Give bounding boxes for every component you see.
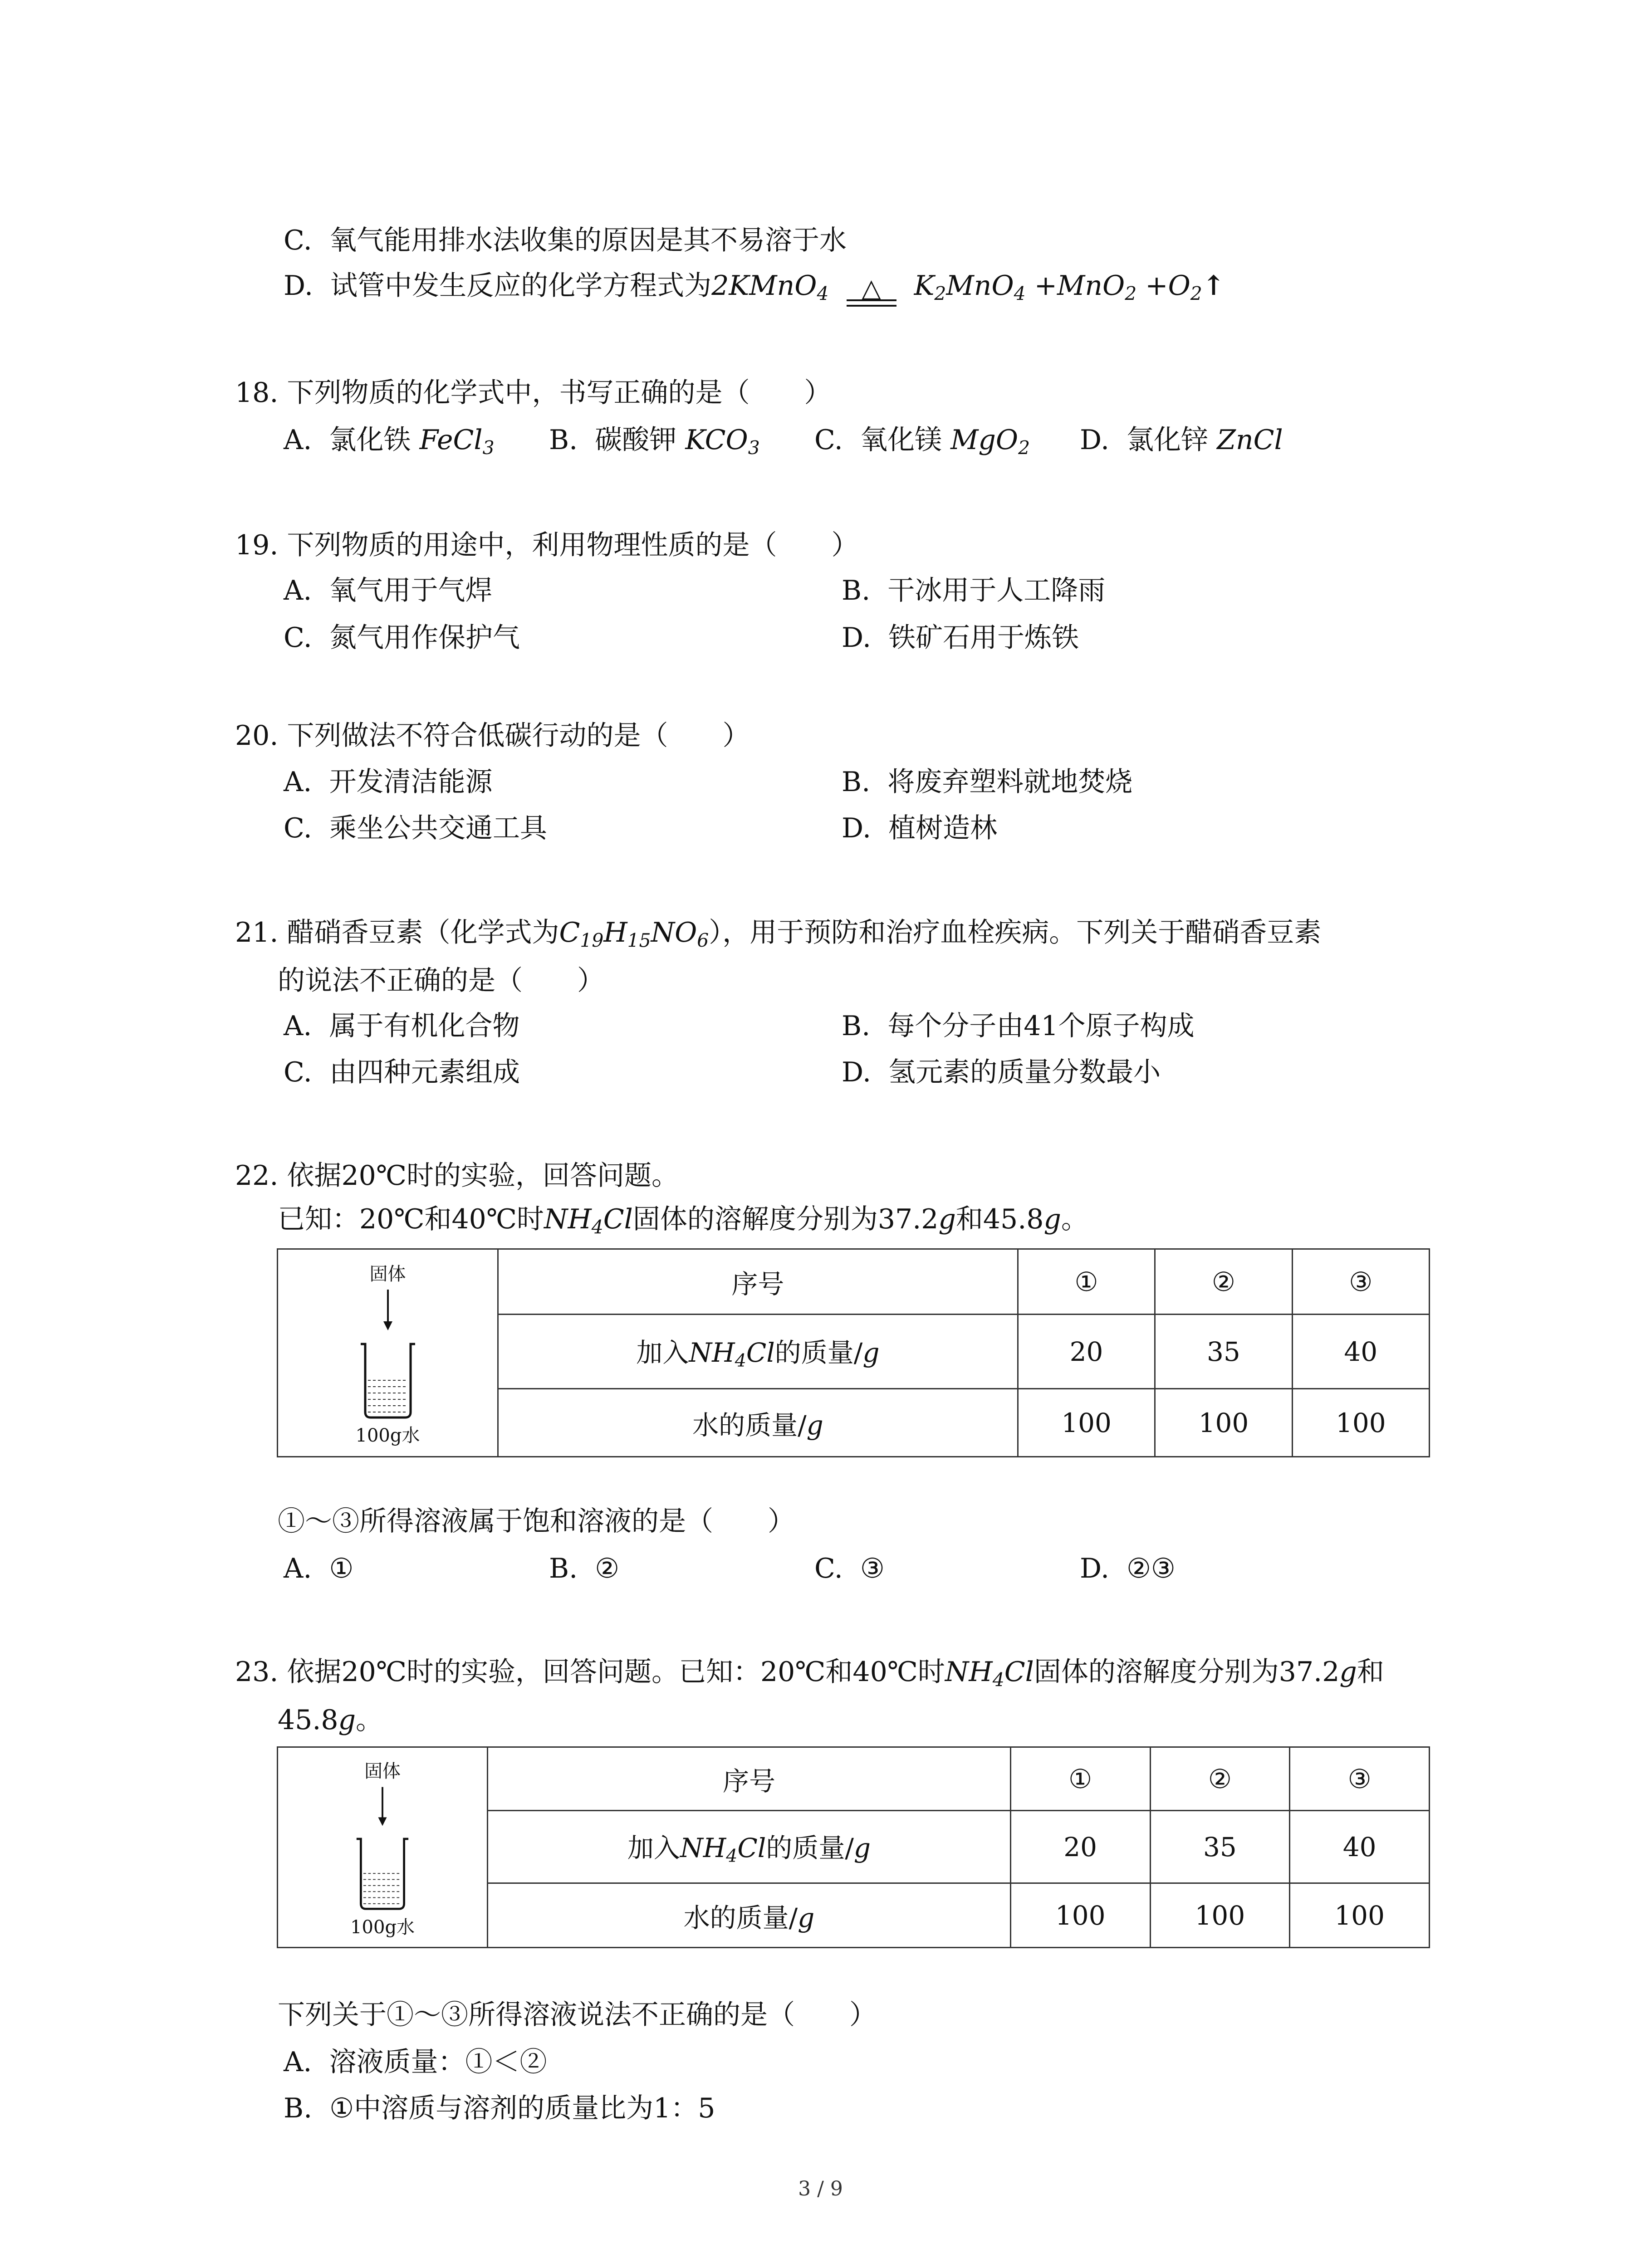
q22-option-b: B. ② (549, 1553, 620, 1584)
q23-option-a: A. 溶液质量：①＜② (284, 2046, 547, 2078)
q18-option-d: D. 氯化锌 ZnCl (1080, 424, 1283, 456)
q17-option-c: C. 氧气能用排水法收集的原因是其不易溶于水 (284, 225, 847, 256)
q19-option-b: B. 干冰用于人工降雨 (842, 575, 1106, 606)
q21-option-d: D. 氢元素的质量分数最小 (842, 1056, 1161, 1088)
header-c1: ① (1010, 1747, 1150, 1811)
cell-water-3: 100 (1292, 1389, 1429, 1457)
q19-option-c: C. 氮气用作保护气 (284, 622, 520, 654)
q22-data-table (277, 1248, 1430, 1457)
q18-option-a: A. 氯化铁 FeCl$_3$ (284, 424, 495, 459)
q17-option-d (284, 268, 1225, 312)
q19-option-d: D. 铁矿石用于炼铁 (842, 622, 1079, 654)
reaction-condition-heat: △ (847, 279, 896, 307)
beaker-label-top: 固体 (364, 1761, 401, 1782)
header-seq: 序号 (498, 1249, 1018, 1315)
q21-stem-line1: 21. 醋硝香豆素（化学式为$C_{19}H_{15}NO_6$），用于预防和治疗血栓疾病。下列关于醋硝香豆素 (235, 917, 1322, 952)
row-nh4cl-label: 加入$NH_4Cl$的质量/g (498, 1315, 1018, 1389)
cell-nh4cl-1: 20 (1018, 1315, 1155, 1389)
header-c2: ② (1150, 1747, 1290, 1811)
q20-option-b: B. 将废弃塑料就地焚烧 (842, 766, 1133, 798)
beaker-label-bottom: 100g水 (355, 1425, 420, 1446)
cell-nh4cl-3: 40 (1292, 1315, 1429, 1389)
beaker-icon (342, 1757, 423, 1938)
q19-option-a: A. 氧气用于气焊 (284, 575, 493, 606)
q20-option-a: A. 开发清洁能源 (284, 766, 493, 798)
beaker-cell (278, 1249, 498, 1457)
cell-water-3: 100 (1290, 1883, 1430, 1948)
q23-option-b: B. ①中溶质与溶剂的质量比为1：5 (284, 2092, 715, 2124)
row-water-label: 水的质量/g (498, 1389, 1018, 1457)
header-c3: ③ (1292, 1249, 1429, 1315)
q22-option-a: A. ① (284, 1553, 354, 1584)
q17-option-d-prefix: D. 试管中发生反应的化学方程式为 (284, 270, 712, 302)
q22-question: ①～③所得溶液属于饱和溶液的是（ ） (278, 1505, 795, 1537)
q22-option-c: C. ③ (814, 1553, 885, 1584)
q18-option-c: C. 氧化镁 MgO$_2$ (814, 424, 1030, 459)
cell-water-2: 100 (1155, 1389, 1292, 1457)
eq-lhs: 2KMnO$_4$ (711, 270, 829, 305)
q22-option-d: D. ②③ (1080, 1553, 1176, 1584)
beaker-label-bottom: 100g水 (350, 1917, 415, 1938)
q22-stem: 22. 依据20℃时的实验，回答问题。 (235, 1160, 679, 1192)
row-water-label: 水的质量/g (488, 1883, 1011, 1948)
q20-option-d: D. 植树造林 (842, 812, 998, 844)
beaker-label-top: 固体 (369, 1264, 406, 1285)
page-number: 3 / 9 (798, 2177, 843, 2200)
q21-option-b: B. 每个分子由41个原子构成 (842, 1010, 1195, 1042)
q21-option-c: C. 由四种元素组成 (284, 1056, 520, 1088)
q23-data-table (277, 1746, 1430, 1948)
beaker-icon (347, 1258, 429, 1448)
q19-stem: 19. 下列物质的用途中，利用物理性质的是（ ） (235, 529, 859, 561)
header-seq: 序号 (488, 1747, 1011, 1811)
q22-known: 已知：20℃和40℃时$NH_4Cl$固体的溶解度分别为37.2g和45.8g。 (278, 1203, 1088, 1238)
q20-stem: 20. 下列做法不符合低碳行动的是（ ） (235, 720, 750, 752)
header-c1: ① (1018, 1249, 1155, 1315)
q18-stem: 18. 下列物质的化学式中，书写正确的是（ ） (235, 377, 832, 409)
beaker-cell (278, 1747, 488, 1948)
cell-nh4cl-3: 40 (1290, 1811, 1430, 1883)
q23-stem-line1: 23. 依据20℃时的实验，回答问题。已知：20℃和40℃时$NH_4Cl$固体的溶解度分别为37.2g和 (235, 1656, 1384, 1691)
eq-rhs: $K_2MnO_4 +MnO_2 +O_2$ (914, 270, 1202, 305)
cell-water-2: 100 (1150, 1883, 1290, 1948)
q21-option-a: A. 属于有机化合物 (284, 1010, 520, 1042)
q20-option-c: C. 乘坐公共交通工具 (284, 812, 547, 844)
cell-water-1: 100 (1010, 1883, 1150, 1948)
header-c2: ② (1155, 1249, 1292, 1315)
q18-option-b: B. 碳酸钾 $KCO_3$ (549, 424, 760, 459)
row-nh4cl-label: 加入$NH_4Cl$的质量/g (488, 1811, 1011, 1883)
header-c3: ③ (1290, 1747, 1430, 1811)
cell-nh4cl-2: 35 (1155, 1315, 1292, 1389)
q23-question: 下列关于①～③所得溶液说法不正确的是（ ） (278, 1999, 877, 2031)
gas-arrow-icon: ↑ (1202, 270, 1225, 302)
cell-water-1: 100 (1018, 1389, 1155, 1457)
q23-stem-line2: 45.8g。 (278, 1704, 383, 1736)
cell-nh4cl-1: 20 (1010, 1811, 1150, 1883)
q21-stem-line2: 的说法不正确的是（ ） (278, 965, 604, 997)
cell-nh4cl-2: 35 (1150, 1811, 1290, 1883)
